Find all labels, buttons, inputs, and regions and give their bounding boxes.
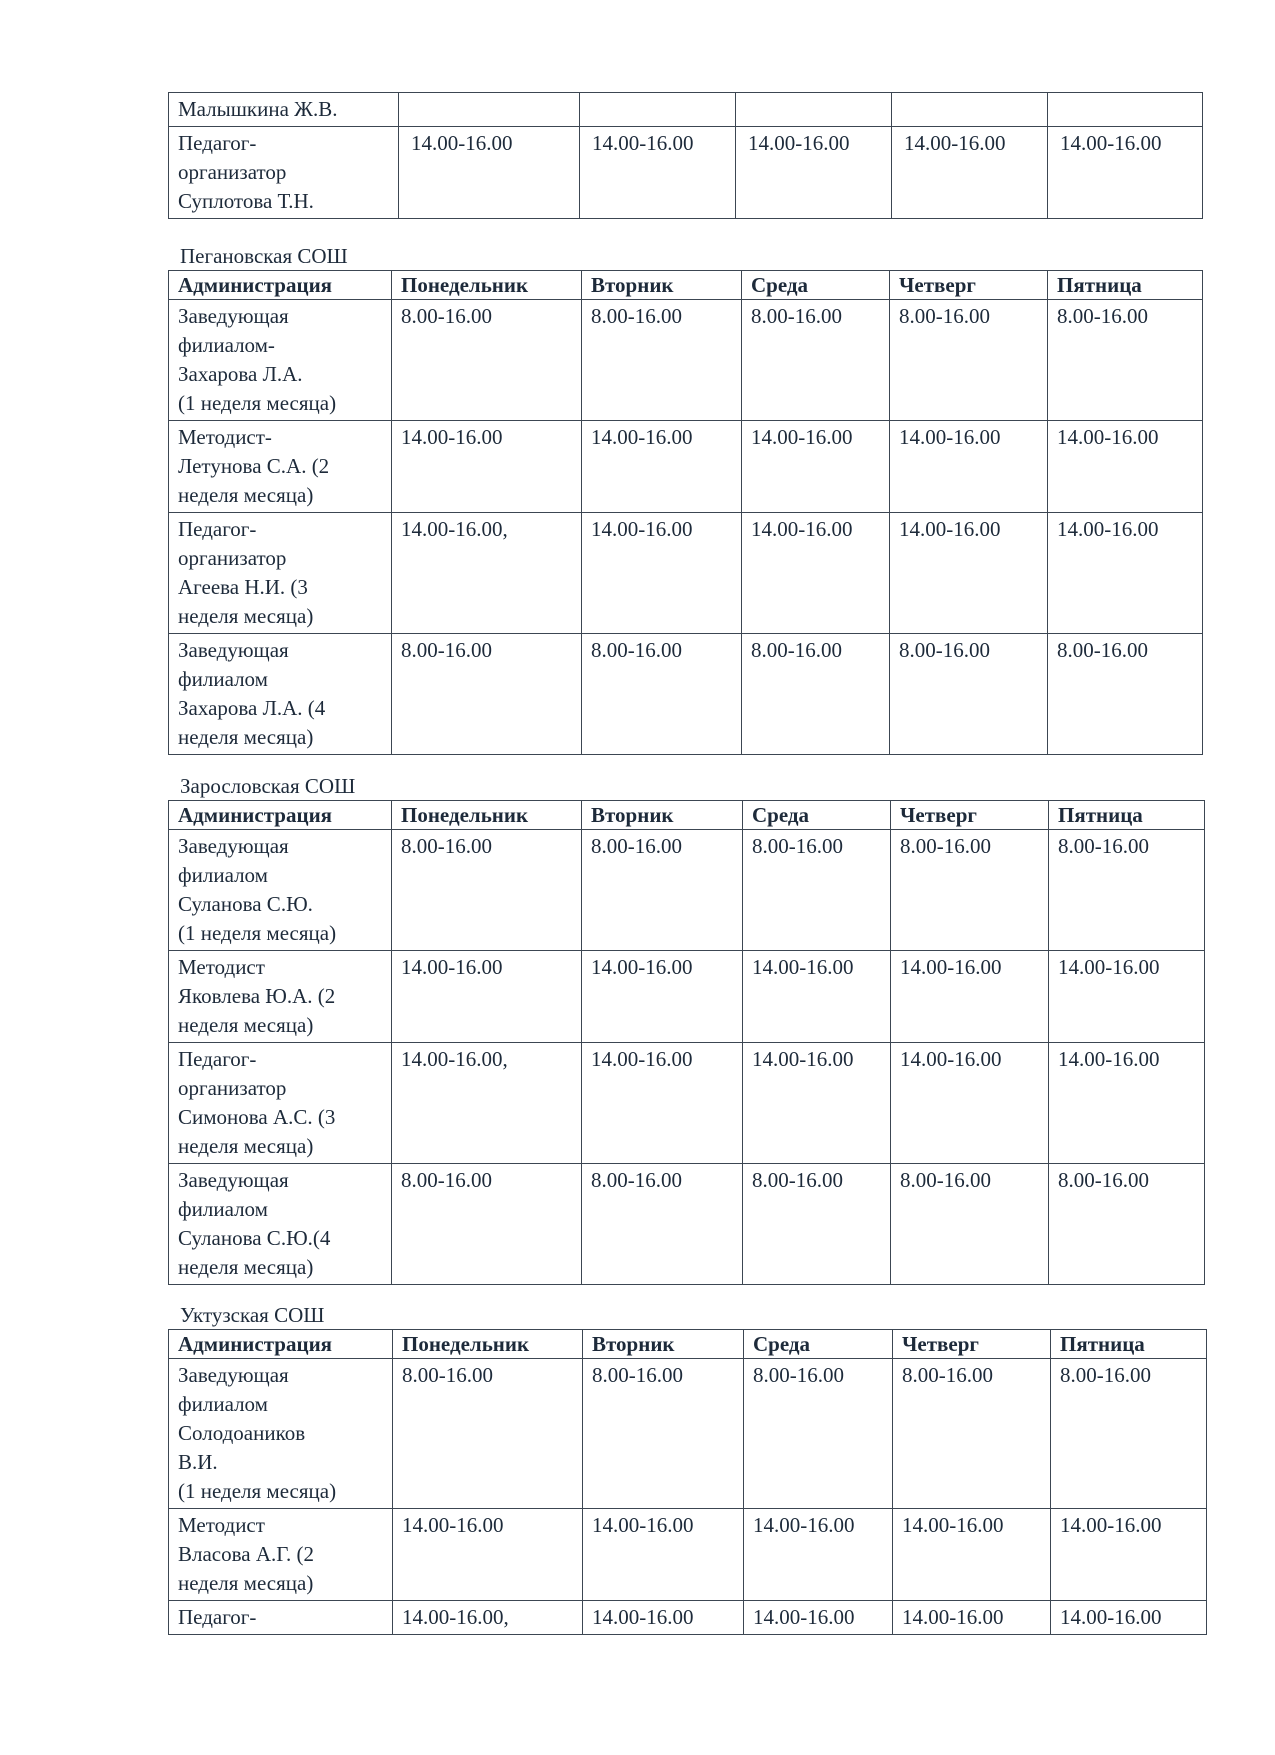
time-cell: 14.00-16.00, bbox=[393, 1601, 583, 1635]
table-row bbox=[169, 300, 1203, 421]
school-title: Пегановская СОШ bbox=[180, 244, 348, 268]
table-row bbox=[169, 1164, 1205, 1285]
role-line: неделя месяца) bbox=[178, 1134, 314, 1158]
time-cell: 14.00-16.00 bbox=[1049, 1043, 1205, 1164]
time-cell: 8.00-16.00 bbox=[1049, 1164, 1205, 1285]
time-cell: 8.00-16.00 bbox=[392, 634, 582, 755]
role-line: Агеева Н.И. (3 bbox=[178, 575, 308, 599]
time-cell: 14.00-16.00 bbox=[744, 1509, 893, 1601]
schedule-table-body bbox=[169, 300, 1203, 755]
role-cell bbox=[169, 1043, 392, 1164]
role-cell bbox=[169, 634, 392, 755]
time-cell: 14.00-16.00 bbox=[582, 951, 743, 1043]
role-line: Захарова Л.А. (4 bbox=[178, 696, 326, 720]
time-cell: 14.00-16.00 bbox=[891, 951, 1049, 1043]
time-cell bbox=[736, 93, 892, 127]
table-row bbox=[169, 421, 1203, 513]
header-wednesday: Среда bbox=[744, 1330, 893, 1359]
role-line: Суланова С.Ю.(4 bbox=[178, 1226, 331, 1250]
time-cell bbox=[1048, 93, 1203, 127]
time-cell: 14.00-16.00 bbox=[393, 1509, 583, 1601]
time-cell: 8.00-16.00 bbox=[891, 830, 1049, 951]
time-cell: 14.00-16.00 bbox=[744, 1601, 893, 1635]
header-monday: Понедельник bbox=[393, 1330, 583, 1359]
role-cell bbox=[169, 1601, 393, 1635]
role-line: филиалом- bbox=[178, 333, 275, 357]
time-cell: 8.00-16.00 bbox=[891, 1164, 1049, 1285]
role-line: неделя месяца) bbox=[178, 483, 314, 507]
role-line: Заведующая bbox=[178, 304, 289, 328]
role-line: Летунова С.А. (2 bbox=[178, 454, 330, 478]
role-line: филиалом bbox=[178, 667, 268, 691]
header-tuesday: Вторник bbox=[582, 801, 743, 830]
time-cell: 14.00-16.00 bbox=[583, 1509, 744, 1601]
schedule-table-body bbox=[169, 1359, 1207, 1635]
role-cell bbox=[169, 1359, 393, 1509]
time-cell: 14.00-16.00 bbox=[583, 1601, 744, 1635]
role-line: Заведующая bbox=[178, 1363, 289, 1387]
time-cell: 14.00-16.00 bbox=[580, 127, 736, 219]
role-line: Суплотова Т.Н. bbox=[178, 189, 314, 213]
time-cell: 14.00-16.00 bbox=[582, 513, 742, 634]
header-administration: Администрация bbox=[169, 271, 392, 300]
role-line: Педагог- bbox=[178, 1605, 257, 1629]
role-cell bbox=[169, 951, 392, 1043]
role-line: Методист bbox=[178, 1513, 265, 1537]
role-line: Заведующая bbox=[178, 834, 289, 858]
time-cell: 14.00-16.00 bbox=[890, 421, 1048, 513]
time-cell: 14.00-16.00 bbox=[1048, 513, 1203, 634]
time-cell: 8.00-16.00 bbox=[1049, 830, 1205, 951]
header-tuesday: Вторник bbox=[583, 1330, 744, 1359]
role-line: филиалом bbox=[178, 1197, 268, 1221]
time-cell: 14.00-16.00 bbox=[891, 1043, 1049, 1164]
time-cell: 8.00-16.00 bbox=[893, 1359, 1051, 1509]
table-row bbox=[169, 513, 1203, 634]
table-row bbox=[169, 93, 1203, 127]
role-line: Заведующая bbox=[178, 1168, 289, 1192]
role-line: неделя месяца) bbox=[178, 604, 314, 628]
role-cell bbox=[169, 1509, 393, 1601]
time-cell: 8.00-16.00 bbox=[583, 1359, 744, 1509]
time-cell: 14.00-16.00, bbox=[392, 1043, 582, 1164]
header-wednesday: Среда bbox=[743, 801, 891, 830]
header-thursday: Четверг bbox=[893, 1330, 1051, 1359]
time-cell: 14.00-16.00 bbox=[892, 127, 1048, 219]
role-line: Педагог- bbox=[178, 517, 257, 541]
role-line: Яковлева Ю.А. (2 bbox=[178, 984, 336, 1008]
time-cell: 14.00-16.00 bbox=[1051, 1601, 1207, 1635]
role-line: Малышкина Ж.В. bbox=[178, 97, 338, 121]
role-line: (1 неделя месяца) bbox=[178, 1479, 337, 1503]
time-cell: 14.00-16.00 bbox=[399, 127, 580, 219]
table-row bbox=[169, 951, 1205, 1043]
time-cell: 14.00-16.00 bbox=[1049, 951, 1205, 1043]
header-administration: Администрация bbox=[169, 1330, 393, 1359]
time-cell: 8.00-16.00 bbox=[392, 1164, 582, 1285]
table-row bbox=[169, 1509, 1207, 1601]
header-monday: Понедельник bbox=[392, 271, 582, 300]
role-line: Педагог- bbox=[178, 131, 257, 155]
time-cell: 14.00-16.00 bbox=[743, 951, 891, 1043]
table-row bbox=[169, 127, 1203, 219]
table-row bbox=[169, 1359, 1207, 1509]
role-line: филиалом bbox=[178, 863, 268, 887]
time-cell: 8.00-16.00 bbox=[393, 1359, 583, 1509]
time-cell bbox=[892, 93, 1048, 127]
time-cell: 14.00-16.00 bbox=[582, 1043, 743, 1164]
table-row bbox=[169, 830, 1205, 951]
time-cell: 8.00-16.00 bbox=[744, 1359, 893, 1509]
header-friday: Пятница bbox=[1051, 1330, 1207, 1359]
time-cell: 14.00-16.00 bbox=[893, 1509, 1051, 1601]
time-cell: 14.00-16.00 bbox=[736, 127, 892, 219]
time-cell: 14.00-16.00 bbox=[582, 421, 742, 513]
time-cell: 8.00-16.00 bbox=[743, 830, 891, 951]
table-row bbox=[169, 1601, 1207, 1635]
time-cell: 8.00-16.00 bbox=[890, 300, 1048, 421]
role-cell bbox=[169, 830, 392, 951]
time-cell: 8.00-16.00 bbox=[582, 300, 742, 421]
role-line: Суланова С.Ю. bbox=[178, 892, 313, 916]
school-title: Уктузская СОШ bbox=[180, 1303, 325, 1327]
header-friday: Пятница bbox=[1048, 271, 1203, 300]
time-cell: 14.00-16.00 bbox=[1048, 421, 1203, 513]
role-cell bbox=[169, 93, 399, 127]
role-line: Методист- bbox=[178, 425, 272, 449]
header-monday: Понедельник bbox=[392, 801, 582, 830]
header-thursday: Четверг bbox=[890, 271, 1048, 300]
header-tuesday: Вторник bbox=[582, 271, 742, 300]
header-row bbox=[169, 801, 1205, 830]
role-line: Симонова А.С. (3 bbox=[178, 1105, 336, 1129]
role-line: неделя месяца) bbox=[178, 1255, 314, 1279]
role-line: организатор bbox=[178, 1076, 287, 1100]
header-row bbox=[169, 1330, 1207, 1359]
time-cell: 14.00-16.00 bbox=[1051, 1509, 1207, 1601]
role-line: (1 неделя месяца) bbox=[178, 391, 337, 415]
time-cell: 8.00-16.00 bbox=[1048, 634, 1203, 755]
role-line: организатор bbox=[178, 160, 287, 184]
time-cell: 14.00-16.00 bbox=[890, 513, 1048, 634]
time-cell: 14.00-16.00, bbox=[392, 513, 582, 634]
time-cell: 8.00-16.00 bbox=[1048, 300, 1203, 421]
role-line: организатор bbox=[178, 546, 287, 570]
header-wednesday: Среда bbox=[742, 271, 890, 300]
role-line: Власова А.Г. (2 bbox=[178, 1542, 315, 1566]
schedule-table-continuation bbox=[168, 92, 1203, 219]
time-cell: 8.00-16.00 bbox=[743, 1164, 891, 1285]
role-line: неделя месяца) bbox=[178, 725, 314, 749]
role-cell bbox=[169, 300, 392, 421]
time-cell: 8.00-16.00 bbox=[392, 300, 582, 421]
role-line: Педагог- bbox=[178, 1047, 257, 1071]
time-cell: 8.00-16.00 bbox=[582, 634, 742, 755]
schedule-table-body bbox=[169, 830, 1205, 1285]
table-row bbox=[169, 634, 1203, 755]
role-cell bbox=[169, 513, 392, 634]
schedule-table-body bbox=[169, 93, 1203, 219]
time-cell: 14.00-16.00 bbox=[742, 421, 890, 513]
role-line: Методист bbox=[178, 955, 265, 979]
time-cell: 8.00-16.00 bbox=[1051, 1359, 1207, 1509]
role-line: Заведующая bbox=[178, 638, 289, 662]
time-cell: 14.00-16.00 bbox=[743, 1043, 891, 1164]
role-line: В.И. bbox=[178, 1450, 218, 1474]
time-cell bbox=[580, 93, 736, 127]
table-row bbox=[169, 1043, 1205, 1164]
role-cell bbox=[169, 421, 392, 513]
school-title: Зарословская СОШ bbox=[180, 774, 356, 798]
time-cell: 8.00-16.00 bbox=[582, 1164, 743, 1285]
time-cell: 8.00-16.00 bbox=[582, 830, 743, 951]
role-line: Захарова Л.А. bbox=[178, 362, 303, 386]
time-cell: 8.00-16.00 bbox=[742, 634, 890, 755]
role-cell bbox=[169, 127, 399, 219]
role-line: филиалом bbox=[178, 1392, 268, 1416]
schedule-table-uktuzskaya bbox=[168, 1329, 1207, 1635]
schedule-table-zaroslovskaya bbox=[168, 800, 1205, 1285]
time-cell: 8.00-16.00 bbox=[392, 830, 582, 951]
time-cell: 14.00-16.00 bbox=[742, 513, 890, 634]
header-row bbox=[169, 271, 1203, 300]
time-cell bbox=[399, 93, 580, 127]
schedule-table-peganovskaya bbox=[168, 270, 1203, 755]
header-thursday: Четверг bbox=[891, 801, 1049, 830]
role-cell bbox=[169, 1164, 392, 1285]
header-friday: Пятница bbox=[1049, 801, 1205, 830]
time-cell: 14.00-16.00 bbox=[392, 951, 582, 1043]
time-cell: 8.00-16.00 bbox=[742, 300, 890, 421]
time-cell: 14.00-16.00 bbox=[392, 421, 582, 513]
time-cell: 14.00-16.00 bbox=[1048, 127, 1203, 219]
role-line: Солодоаников bbox=[178, 1421, 306, 1445]
time-cell: 8.00-16.00 bbox=[890, 634, 1048, 755]
role-line: неделя месяца) bbox=[178, 1571, 314, 1595]
role-line: неделя месяца) bbox=[178, 1013, 314, 1037]
time-cell: 14.00-16.00 bbox=[893, 1601, 1051, 1635]
role-line: (1 неделя месяца) bbox=[178, 921, 337, 945]
header-administration: Администрация bbox=[169, 801, 392, 830]
